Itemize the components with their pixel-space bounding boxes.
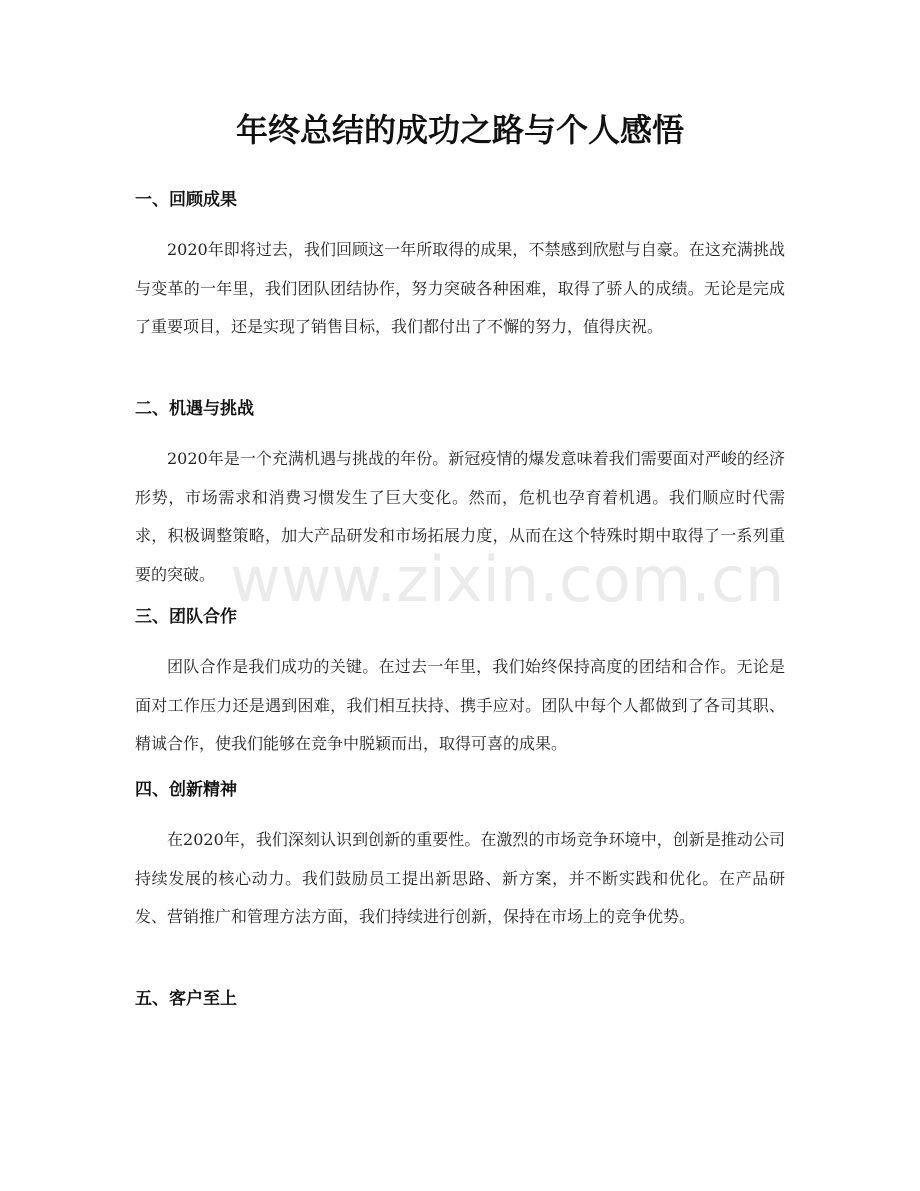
section-body-4: 在2020年，我们深刻认识到创新的重要性。在激烈的市场竞争环境中，创新是推动公司持续发展的核心动力。我们鼓励员工提出新思路、新方案，并不断实践和优化。在产品研发、营销推广和管理方法方面，我们持续进行创新，保持在市场上的竞争优势。 [135,830,785,926]
section-body-3: 团队合作是我们成功的关键。在过去一年里，我们始终保持高度的团结和合作。无论是面对工作压力还是遇到困难，我们相互扶持、携手应对。团队中每个人都做到了各司其职、精诚合作，使我们能够在竞争中脱颖而出，取得可喜的成果。 [135,657,785,753]
section-heading-1: 一、回顾成果 [135,190,237,210]
section-heading-3: 三、团队合作 [135,607,237,627]
section-heading-4: 四、创新精神 [135,780,237,800]
section-heading-2: 二、机遇与挑战 [135,399,254,419]
watermark: www.zixin.com.cn [230,543,785,616]
section-body-2: 2020年是一个充满机遇与挑战的年份。新冠疫情的爆发意味着我们需要面对严峻的经济形势，市场需求和消费习惯发生了巨大变化。然而，危机也孕育着机遇。我们顺应时代需求，积极调整策略，加大产品研发和市场拓展力度，从而在这个特殊时期中取得了一系列重要的突破。 [135,449,785,584]
page-title: 年终总结的成功之路与个人感悟 [235,111,684,149]
section-heading-5: 五、客户至上 [135,989,237,1009]
section-body-1: 2020年即将过去，我们回顾这一年所取得的成果，不禁感到欣慰与自豪。在这充满挑战与变革的一年里，我们团队团结协作，努力突破各种困难，取得了骄人的成绩。无论是完成了重要项目，还是实现了销售目标，我们都付出了不懈的努力，值得庆祝。 [135,240,785,336]
